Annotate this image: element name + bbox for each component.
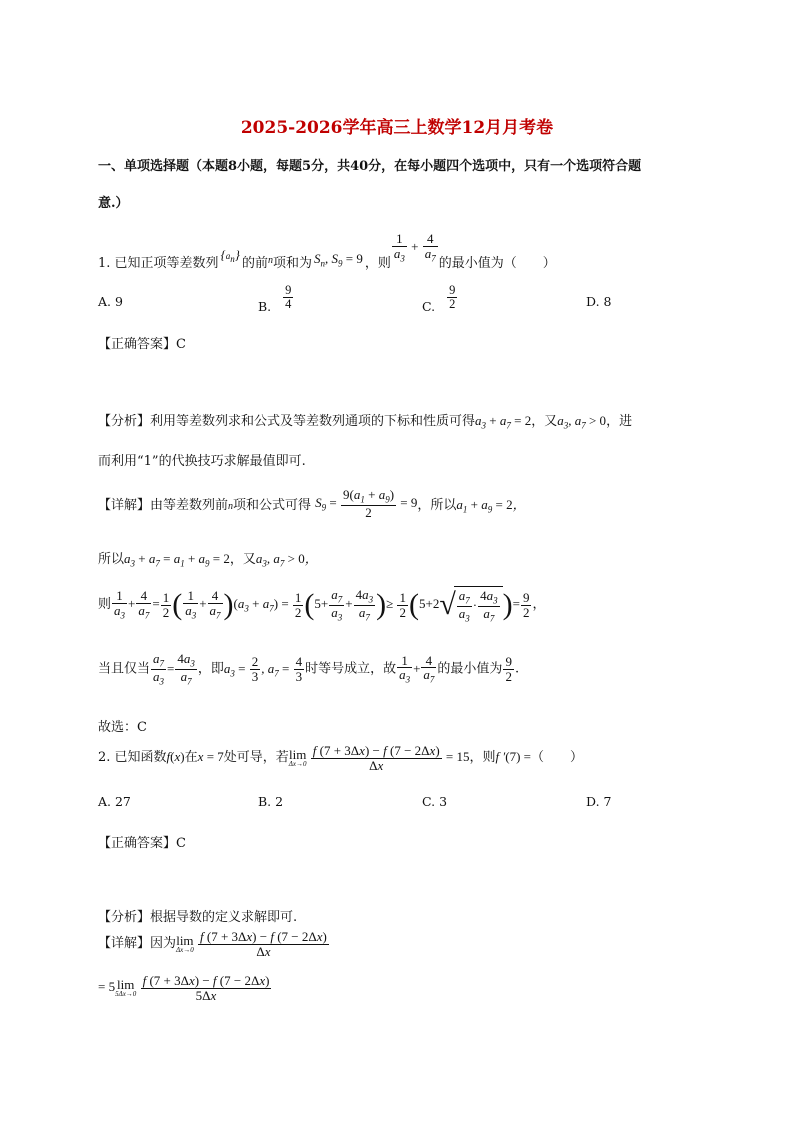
q1-detail-line-2: 所以$a_3 + a_7 = a_1 + a_9 = 2$，又$a_3$, $a_7 > 0$， — [98, 551, 318, 569]
question-2-stem: 2. 已知函数f(x)在x = 7处可导，若 lim Δx→0 $\frac{f (7 + 3\Delta x) - f (7 - 2\Delta x)}{\Delta x}$ = 15，则f ′(7) =（ ） — [98, 743, 583, 773]
q2-option-a: A. 27 — [98, 794, 131, 809]
q1-conclusion: 故选：C — [98, 720, 147, 735]
q1-analysis-cont: 而利用“1”的代换技巧求解最值即可. — [98, 454, 306, 469]
section-heading-cont: 意.） — [98, 196, 129, 211]
q1-option-c: C. $\frac{9}{2}$ — [422, 283, 456, 315]
q1-detail-line-1: 【详解】由等差数列前n项和公式可得 $S_9$ = $\frac{9(a_1 + a_9)}{2}$ = 9，所以$a_1 + a_9 = 2$， — [98, 487, 526, 521]
section-heading: 一、单项选择题（本题8小题，每题5分，共40分，在每小题四个选项中，只有一个选项符合题 — [98, 159, 642, 174]
q2-analysis: 【分析】根据导数的定义求解即可. — [98, 910, 298, 925]
q1-option-b: B. $\frac{9}{4}$ — [258, 283, 292, 315]
q1-option-a: A. 9 — [98, 294, 123, 309]
q2-option-c: C. 3 — [422, 794, 448, 809]
q1-answer: 【正确答案】C — [98, 337, 186, 352]
q2-detail-line-1: 【详解】因为 lim Δx→0 $\frac{f (7 + 3\Delta x) - f (7 - 2\Delta x)}{\Delta x}$ — [98, 929, 327, 959]
q2-answer: 【正确答案】C — [98, 836, 186, 851]
q2-detail-line-2: = 5 lim 5Δx→0 $\frac{f (7 + 3\Delta x) - f (7 - 2\Delta x)}{5\Delta x}$ — [98, 973, 270, 1003]
q1-detail-line-3: 则 $\frac{1}{a_3}$ + $\frac{4}{a_7}$ = $\frac{1}{2}$ ( $\frac{1}{a_3}$ + $\frac{4}{a_7}$ )$(a_3 + a_7)$ = $\frac{1}{2}$ (5+ $\frac{a_7}{a_3}$ + $\frac{4a_3}{a_7}$ )≥ $\frac{1}{2}$ (5+2√ $\frac{a_7}{a_3}$ · $\frac{4a_3}{a_7}$ )= $\frac{9}{2}$ ， — [98, 586, 546, 624]
q2-option-b: B. 2 — [258, 794, 284, 809]
q2-option-d: D. 7 — [586, 794, 612, 809]
question-1-stem: 1. 已知正项等差数列$\{a_n\}$的前$_n$项和为 $S_n$, $S_9 = 9$ ，则 $\frac{1}{a_3}$ + $\frac{4}{a_7}$ 的最小值为（ ） — [98, 231, 556, 271]
q1-analysis: 【分析】利用等差数列求和公式及等差数列通项的下标和性质可得$a_3 + a_7 = 2$，又$a_3$, $a_7 > 0$，进 — [98, 413, 633, 431]
page-title: 2025-2026学年高三上数学12月月考卷 — [240, 118, 554, 138]
q1-detail-line-4: 当且仅当 $\frac{a_7}{a_3}$ = $\frac{4a_3}{a_7}$ ，即$a_3$ = $\frac{2}{3}$ , $a_7$ = $\frac{4}{3}$ 时等号成立，故 $\frac{1}{a_3}$ + $\frac{4}{a_7}$ 的最小值为 $\frac{9}{2}$ . — [98, 651, 520, 687]
q1-option-d: D. 8 — [586, 294, 612, 309]
